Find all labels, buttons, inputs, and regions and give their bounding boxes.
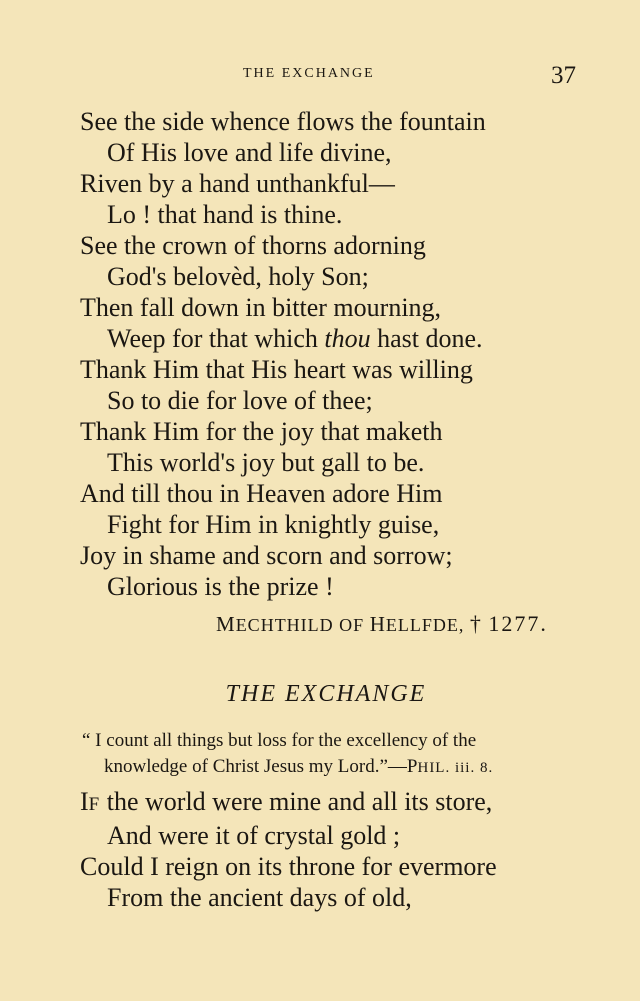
- poem-stanza: [80, 106, 580, 602]
- poem-line: Thank Him for the joy that maketh: [80, 417, 443, 446]
- poem-line: Then fall down in bitter mourning,: [80, 293, 442, 322]
- section-title: THE EXCHANGE: [225, 681, 427, 707]
- epigraph-line: [82, 754, 562, 781]
- epigraph-source: HIL. iii. 8.: [417, 760, 494, 776]
- running-head: [0, 64, 640, 94]
- attribution-year: 1277.: [488, 611, 548, 636]
- epigraph-text: knowledge of Christ Jesus my Lord.”—: [104, 756, 407, 777]
- poem-line: Riven by a hand unthankful—: [80, 169, 395, 198]
- poem-line: So to die for love of thee;: [107, 386, 373, 415]
- poem-line: Glorious is the prize !: [107, 572, 334, 601]
- initial-letter: I: [80, 787, 89, 816]
- poem-stanza-exchange: [80, 786, 580, 913]
- poem-attribution: [216, 611, 548, 637]
- poem-line: This world's joy but gall to be.: [107, 448, 425, 477]
- attribution-initial: M: [216, 612, 236, 636]
- poem-italic-word: thou: [324, 324, 371, 353]
- initial-word-rest: F: [88, 794, 101, 815]
- attribution-smallcaps: ELLFDE,: [385, 615, 465, 635]
- poem-line: And were it of crystal gold ;: [107, 821, 401, 850]
- attribution-initial: H: [369, 612, 386, 636]
- poem-line: [80, 323, 580, 354]
- epigraph-source-initial: P: [406, 756, 418, 777]
- running-title: THE EXCHANGE: [243, 66, 375, 81]
- poem-line: See the side whence flows the fountain: [80, 107, 486, 136]
- poem-line-end: hast done.: [377, 324, 483, 353]
- poem-line: Fight for Him in knightly guise,: [107, 510, 440, 539]
- poem-line-text: the world were mine and all its store,: [100, 787, 493, 816]
- poem-line: And till thou in Heaven adore Him: [80, 479, 443, 508]
- poem-line: Joy in shame and scorn and sorrow;: [80, 541, 453, 570]
- page-number: 37: [551, 62, 576, 89]
- poem-line: God's belovèd, holy Son;: [107, 262, 369, 291]
- poem-line: See the crown of thorns adorning: [80, 231, 426, 260]
- poem-line: Thank Him that His heart was willing: [80, 355, 473, 384]
- epigraph-line: “ I count all things but loss for the excellency of the: [82, 730, 477, 751]
- epigraph: [82, 728, 562, 781]
- poem-line: [80, 786, 580, 820]
- poem-line-start: Weep for that which: [107, 324, 318, 353]
- poem-line: Of His love and life divine,: [107, 138, 392, 167]
- poem-line: Could I reign on its throne for evermore: [80, 852, 497, 881]
- poem-line: From the ancient days of old,: [107, 883, 412, 912]
- attribution-smallcaps: ECHTHILD OF: [235, 615, 370, 635]
- dagger-symbol: †: [469, 611, 483, 636]
- poem-line: Lo ! that hand is thine.: [107, 200, 343, 229]
